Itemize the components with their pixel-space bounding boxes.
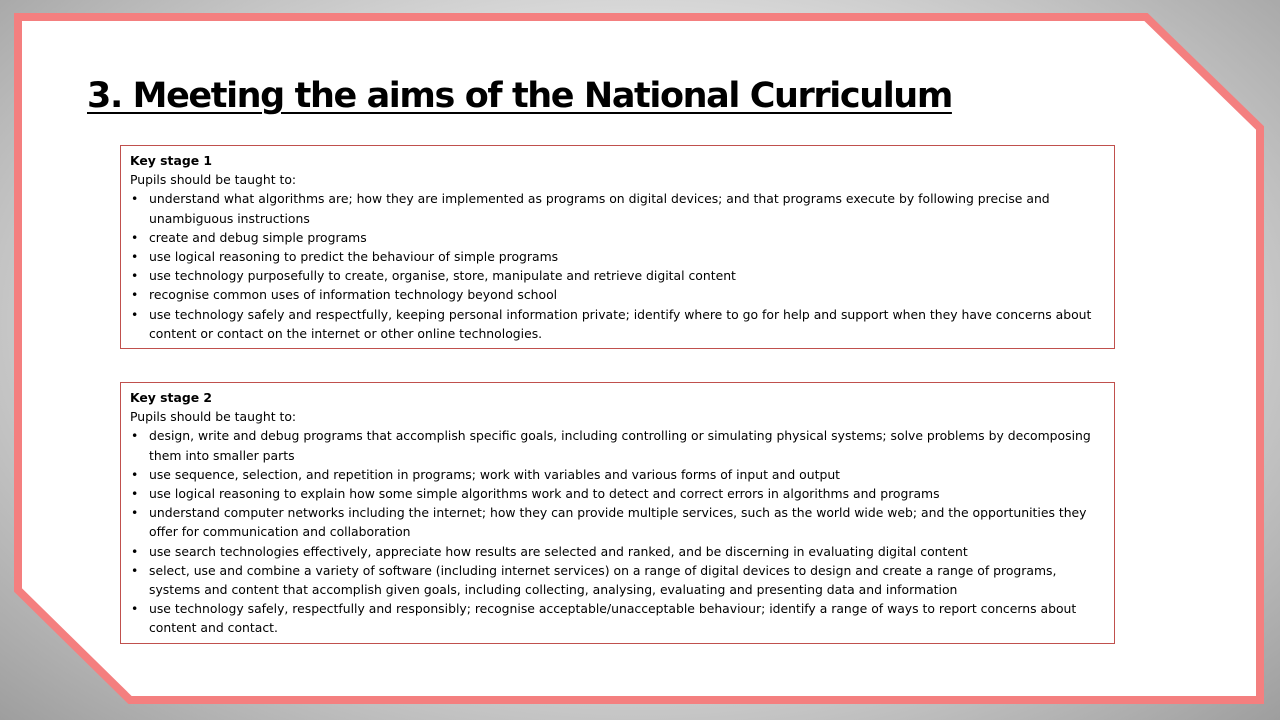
bullet-icon: • <box>131 229 139 245</box>
list-item-text: use logical reasoning to predict the behaviour of simple programs <box>149 249 559 265</box>
list-item-text: design, write and debug programs that accomplish specific goals, including controlling or simulating physical systems; solve problems by decomposing them into smaller parts <box>149 428 1091 463</box>
list-item <box>130 266 1104 285</box>
key-stage-1-intro: Pupils should be taught to: <box>130 172 297 188</box>
list-item-text: select, use and combine a variety of software (including internet services) on a range of digital devices to design and create a range of programs, systems and content that accomplish given goals, including collecting, analysing, evaluating and presenting data and information <box>149 562 1057 598</box>
bullet-icon: • <box>131 505 139 521</box>
list-item <box>130 465 1104 484</box>
list-item <box>130 228 1104 247</box>
list-item <box>130 285 1104 304</box>
list-item-text: use technology safely and respectfully, keeping personal information private; identify where to go for help and support when they have concerns about content or contact on the internet or other online technologies. <box>149 306 1092 341</box>
key-stage-2-box <box>120 382 1115 644</box>
list-item-text: use sequence, selection, and repetition in programs; work with variables and various forms of input and output <box>149 466 841 482</box>
bullet-icon: • <box>131 191 139 207</box>
bullet-icon: • <box>131 306 139 322</box>
bullet-icon: • <box>131 249 139 265</box>
bullet-icon: • <box>131 601 139 617</box>
list-item-text: use logical reasoning to explain how some simple algorithms work and to detect and correct errors in algorithms and programs <box>149 486 940 502</box>
key-stage-2-heading: Key stage 2 <box>130 390 213 405</box>
key-stage-2-list <box>130 426 1104 637</box>
key-stage-1-heading: Key stage 1 <box>130 153 213 168</box>
list-item <box>130 247 1104 266</box>
bullet-icon: • <box>131 268 139 284</box>
key-stage-1-box <box>120 145 1115 349</box>
bullet-icon: • <box>131 543 139 559</box>
bullet-icon: • <box>131 486 139 502</box>
list-item-text: use technology safely, respectfully and responsibly; recognise acceptable/unacceptable behaviour; identify a range of ways to report concerns about content and contact. <box>149 601 1077 636</box>
list-item <box>130 189 1104 227</box>
list-item-text: understand computer networks including the internet; how they can provide multiple services, such as the world wide web; and the opportunities they offer for communication and collaboration <box>149 505 1087 540</box>
bullet-icon: • <box>131 562 139 578</box>
key-stage-1-list <box>130 189 1104 343</box>
bullet-icon: • <box>131 466 139 482</box>
list-item-text: use technology purposefully to create, organise, store, manipulate and retrieve digital content <box>149 268 736 284</box>
list-item <box>130 305 1104 343</box>
list-item-text: understand what algorithms are; how they are implemented as programs on digital devices; and that programs execute by following precise and unambiguous instructions <box>149 191 1050 226</box>
list-item <box>130 484 1104 503</box>
key-stage-2-intro: Pupils should be taught to: <box>130 409 297 425</box>
list-item <box>130 503 1104 541</box>
list-item-text: create and debug simple programs <box>149 229 367 245</box>
list-item <box>130 561 1104 599</box>
list-item <box>130 599 1104 637</box>
list-item-text: recognise common uses of information technology beyond school <box>149 287 558 303</box>
list-item-text: use search technologies effectively, appreciate how results are selected and ranked, and be discerning in evaluating digital content <box>149 543 968 559</box>
bullet-icon: • <box>131 287 139 303</box>
list-item <box>130 542 1104 561</box>
slide-title: 3. Meeting the aims of the National Curriculum <box>87 76 952 116</box>
list-item <box>130 426 1104 464</box>
bullet-icon: • <box>131 428 139 444</box>
